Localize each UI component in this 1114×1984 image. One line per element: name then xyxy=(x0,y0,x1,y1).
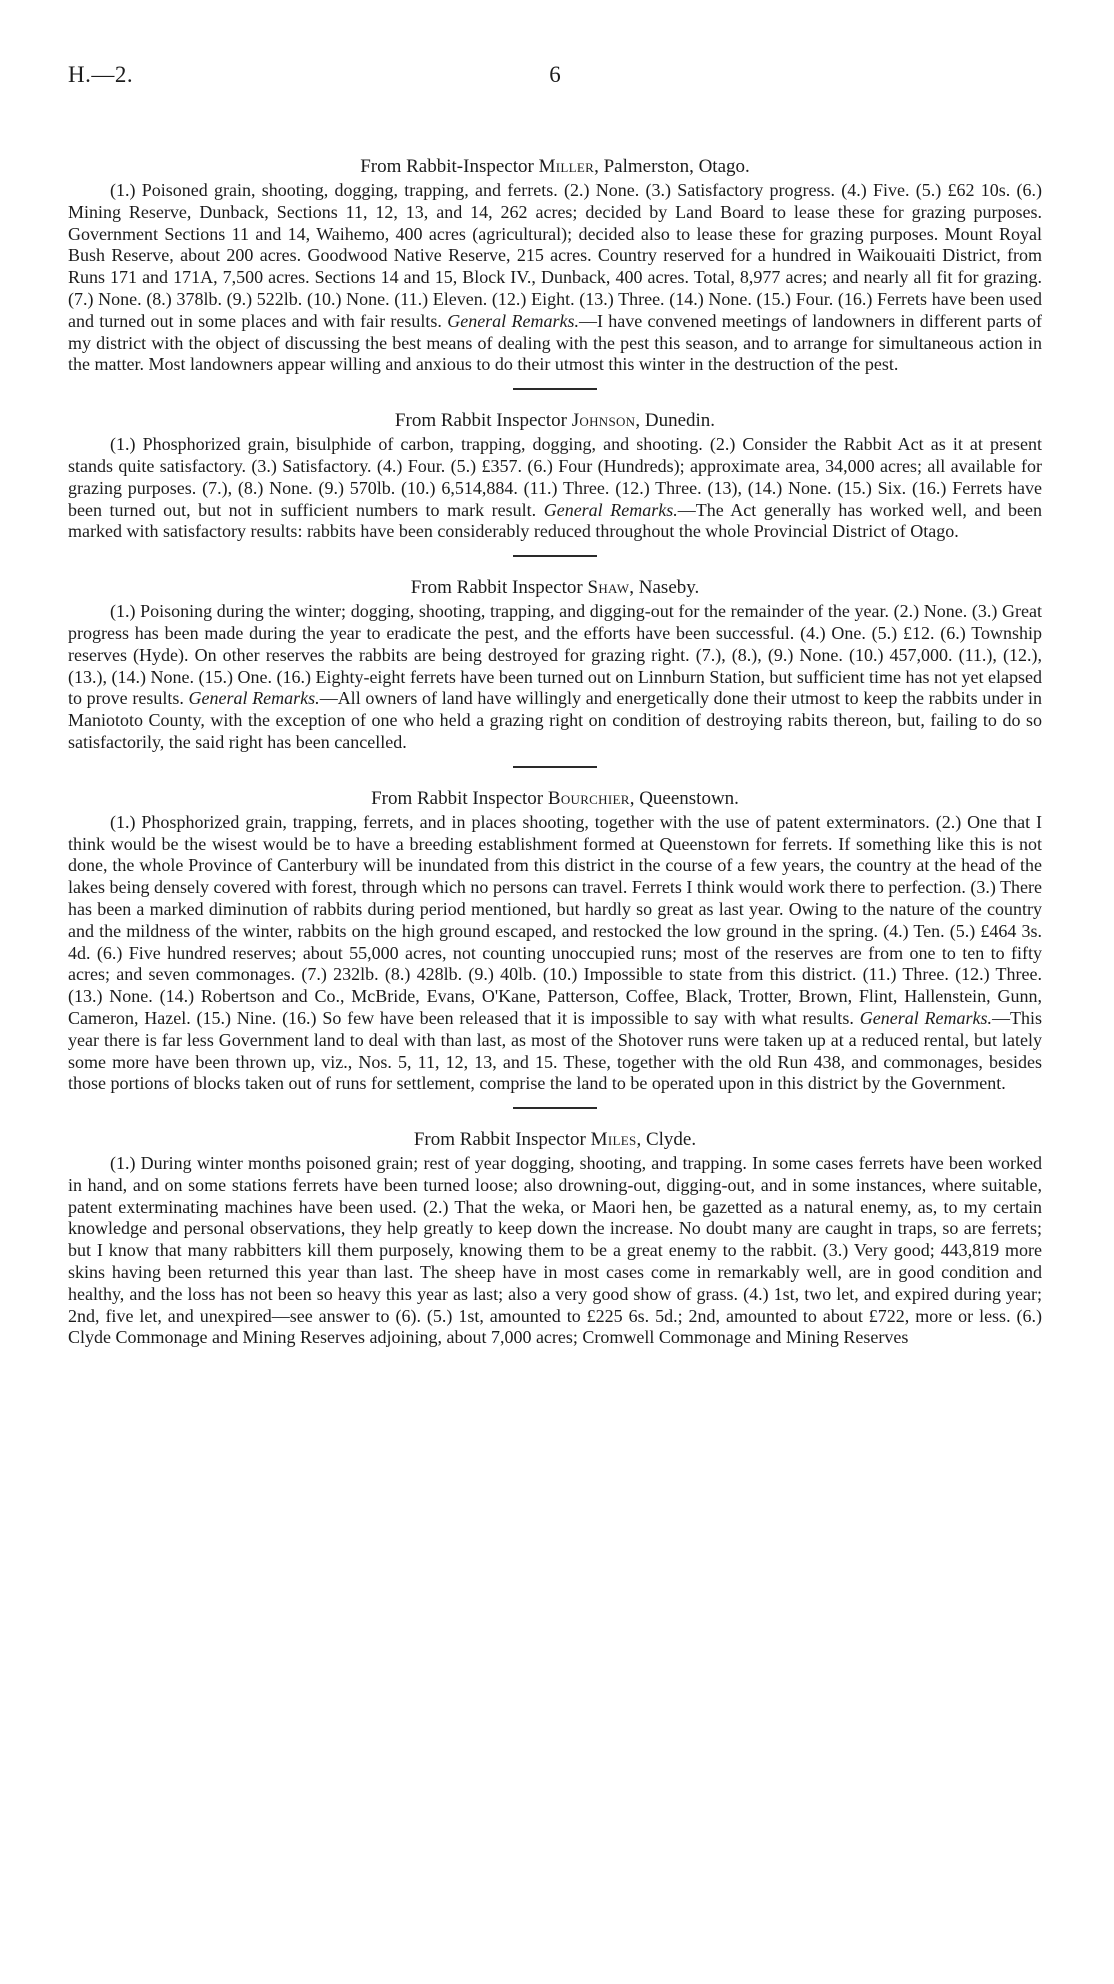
remarks-label: General Remarks. xyxy=(188,688,320,709)
report-heading xyxy=(68,1129,1042,1151)
report-heading xyxy=(68,577,1042,599)
inspector-name: Miles xyxy=(590,1129,637,1151)
report-answers: (1.) During winter months poisoned grain; rest of year dogging, shooting, and trapping. In some cases ferrets have been worked in hand, and on some stations ferrets have been turned loose; also drowning-out, digging-out, and in some instances, where suitable, patent exterminating machines have been used. (2.) That the weka, or Maori hen, be gazetted as a natural enemy, as, to my certain knowledge and personal observations, they help greatly to keep down the increase. No doubt many are caught in traps, so are ferrets; but I know that many rabbitters kill them purposely, knowing them to be a great enemy to the rabbit. (3.) Very good; 443,819 more skins having been returned this year than last. The sheep have in most cases come in remarkably well, are in good condition and healthy, and the loss has not been so heavy this year as last; also a very good show of grass. (4.) 1st, two let, and expired during year; 2nd, five let, and unexpired—see answer to (6). (5.) 1st, amounted to £225 6s. 5d.; 2nd, amounted to about £722, more or less. (6.) Clyde Commonage and Mining Reserves adjoining, about 7,000 acres; Cromwell Commonage and Mining Reserves xyxy=(68,1153,1042,1348)
running-head xyxy=(68,56,1042,96)
report-miles xyxy=(68,1129,1042,1349)
remarks-text: —The Act generally has worked well, and been marked with satisfactory results: rabbits have been considerably reduced throughout the whole Provincial District of Otago. xyxy=(68,499,1042,542)
heading-prefix: From Rabbit Inspector xyxy=(371,787,548,809)
section-divider xyxy=(513,555,597,557)
report-answers: (1.) Phosphorized grain, bisulphide of carbon, trapping, dogging, and shooting. (2.) Consider the Rabbit Act as it at present stands quite satisfactory. (3.) Satisfactory. (4.) Four. (5.) £357. (6.) Four (Hundreds); approximate area, 34,000 acres; all available for grazing purposes. (7.), (8.) None. (9.) 570lb. (10.) 6,514,884. (11.) Three. (12.) Three. (13), (14.) None. (15.) Six. (16.) Ferrets have been turned out, but not in sufficient numbers to mark result. xyxy=(68,434,1042,520)
report-body xyxy=(68,180,1042,376)
heading-prefix: From Rabbit Inspector xyxy=(394,410,572,432)
report-johnson xyxy=(68,410,1042,543)
report-body xyxy=(68,434,1042,543)
heading-location: , Dunedin. xyxy=(635,410,716,432)
inspector-name: Miller xyxy=(538,156,595,177)
report-heading xyxy=(68,410,1042,432)
report-body xyxy=(68,812,1042,1095)
report-heading xyxy=(68,788,1042,810)
heading-prefix: From Rabbit Inspector xyxy=(410,577,588,599)
remarks-label: General Remarks. xyxy=(543,499,678,520)
report-bourchier xyxy=(68,788,1042,1095)
remarks-text: —This year there is far less Government land to deal with than last, as most of the Shotover runs were taken up at a reduced rental, but lately some more have been thrown up, viz., Nos. 5, 11, 12, 13, and 15. These, together with the old Run 438, and commonages, besides those portions of blocks taken out of runs for settlement, comprise the land to be operated upon in this district by the Government. xyxy=(68,1007,1043,1094)
report-heading xyxy=(68,156,1042,178)
page-reference: H.—2. xyxy=(68,62,134,87)
heading-location: , Naseby. xyxy=(629,577,700,599)
remarks-text: —I have convened meetings of landowners in different parts of my district with the object of discussing the best means of dealing with the pest this season, and to arrange for simultaneous action in the matter. Most landowners appear willing and anxious to do their utmost this winter in the destruction of the pest. xyxy=(68,310,1042,375)
report-miller xyxy=(68,156,1042,376)
report-answers: (1.) Phosphorized grain, trapping, ferrets, and in places shooting, together with the use of patent exterminators. (2.) One that I think would be the wisest would be to have a breeding establishment formed at Queenstown for ferrets. If something like this is not done, the whole Province of Canterbury will be inundated from this district in the course of a few years, the country at the head of the lakes being densely covered with forest, through which no persons can travel. Ferrets I think would work there to perfection. (3.) There has been a marked diminution of rabbits during period mentioned, but hardly so great as last year. Owing to the nature of the country and the mildness of the winter, rabbits on the high ground escaped, and restocked the low ground in the spring. (4.) Ten. (5.) £464 3s. 4d. (6.) Five hundred reserves; about 55,000 acres, not counting unoccupied runs; most of the reserves are from one to ten to fifty acres; and seven commonages. (7.) 232lb. (8.) 428lb. (9.) 40lb. (10.) Impossible to state from this district. (11.) Three. (12.) Three. (13.) None. (14.) Robertson and Co., McBride, Evans, O'Kane, Patterson, Coffee, Black, Trotter, Brown, Flint, Hallenstein, Gunn, Cameron, Hazel. (15.) Nine. (16.) So few have been released that it is impossible to say with what results. xyxy=(68,811,1042,1028)
document-page xyxy=(68,56,1042,1349)
inspector-name: Johnson xyxy=(571,410,636,432)
report-body xyxy=(68,601,1042,754)
report-answers: (1.) Poisoned grain, shooting, dogging, trapping, and ferrets. (2.) None. (3.) Satisfactory progress. (4.) Five. (5.) £62 10s. (6.) Mining Reserve, Dunback, Sections 11, 12, 13, and 14, 262 acres; decided by Land Board to lease these for grazing purposes. Government Sections 11 and 14, Waihemo, 400 acres (agricultural); decided also to lease these for grazing purposes. Mount Royal Bush Reserve, about 200 acres. Goodwood Native Reserve, 215 acres. Country reserved for a hundred in Waikouaiti District, from Runs 171 and 171A, 7,500 acres. Sections 14 and 15, Block IV., Dunback, 400 acres. Total, 8,977 acres; and nearly all fit for grazing. (7.) None. (8.) 378lb. (9.) 522lb. (10.) None. (11.) Eleven. (12.) Eight. (13.) Three. (14.) None. (15.) Four. (16.) Ferrets have been used and turned out in some places and with fair results. xyxy=(68,180,1042,331)
heading-prefix: From Rabbit-Inspector xyxy=(360,156,539,177)
report-body xyxy=(68,1153,1042,1349)
heading-location: , Queenstown. xyxy=(629,787,739,809)
heading-location: , Palmerston, Otago. xyxy=(594,156,750,177)
page-number: 6 xyxy=(549,62,561,87)
report-answers: (1.) Poisoning during the winter; dogging, shooting, trapping, and digging-out for the remainder of the year. (2.) None. (3.) Great progress has been made during the year to eradicate the pest, and the efforts have been successful. (4.) One. (5.) £12. (6.) Township reserves (Hyde). On other reserves the rabbits are being destroyed for grazing right. (7.), (8.), (9.) None. (10.) 457,000. (11.), (12.), (13.), (14.) None. (15.) One. (16.) Eighty-eight ferrets have been turned out on Linnburn Station, but sufficient time has not yet elapsed to prove results. xyxy=(68,601,1042,709)
section-divider xyxy=(513,766,597,768)
remarks-label: General Remarks. xyxy=(447,310,579,331)
section-divider xyxy=(513,388,597,390)
section-divider xyxy=(513,1107,597,1109)
remarks-label: General Remarks. xyxy=(859,1007,992,1028)
inspector-name: Bourchier xyxy=(547,787,630,809)
inspector-name: Shaw xyxy=(587,577,630,599)
remarks-text: —All owners of land have willingly and energetically done their utmost to keep the rabbits under in Maniototo County, with the exception of one who held a grazing right on condition of destroying rabits thereon, but, failing to do so satisfactorily, the said right has been cancelled. xyxy=(68,688,1043,752)
heading-prefix: From Rabbit Inspector xyxy=(413,1129,591,1151)
report-shaw xyxy=(68,577,1042,754)
heading-location: , Clyde. xyxy=(636,1129,697,1151)
